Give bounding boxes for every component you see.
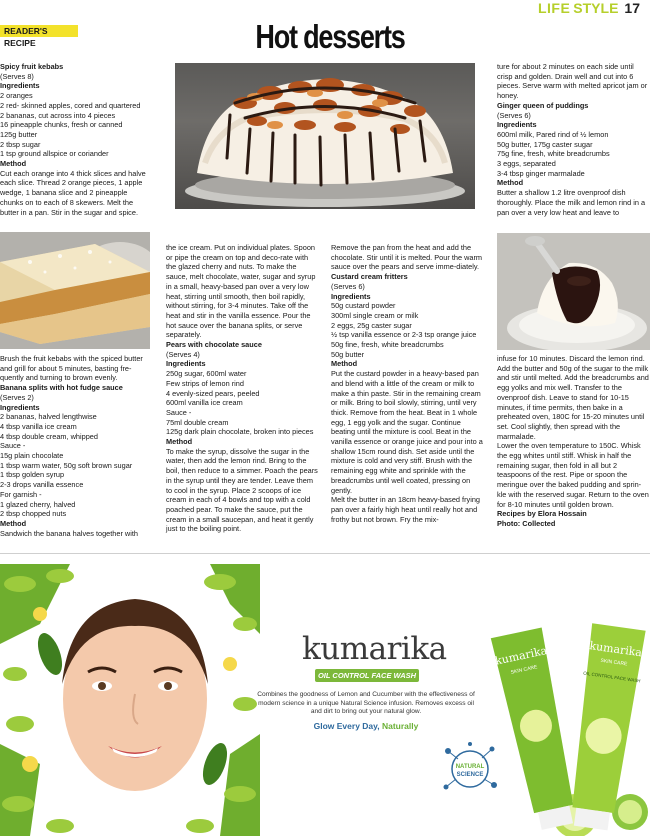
recipe-text: Lower the oven temperature to 150C. Whisk the egg whites until stiff. Whisk in half the remaining sugar, then fold in all but 2 teaspoons of the rest. Pipe or spoon the meringue over the baked pudding and sprin-kle with the reserved sugar. Return to the oven for 8-10 minutes until golden brown. bbox=[497, 441, 649, 509]
ad-divider bbox=[0, 553, 650, 554]
page-number: 17 bbox=[624, 0, 640, 16]
recipe-text: (Serves 6) bbox=[497, 110, 531, 120]
recipe-text: 1 tsp ground allspice or coriander bbox=[0, 149, 109, 159]
recipe-text: 2 red- skinned apples, cored and quartered bbox=[0, 100, 141, 110]
recipe-heading: Method bbox=[166, 437, 193, 447]
tube-left-brand: kumarika bbox=[493, 644, 549, 668]
recipe-text: Sauce - bbox=[166, 407, 192, 417]
recipe-text: Few strips of lemon rind bbox=[166, 378, 244, 388]
tube-right-label: OIL CONTROL FACE WASH bbox=[582, 670, 641, 684]
ad-tagline-accent: Naturally bbox=[381, 721, 419, 731]
recipe-text: 4 tbsp double cream, whipped bbox=[0, 431, 98, 441]
recipe-text: Sauce - bbox=[0, 441, 26, 451]
recipe-column-1-bottom bbox=[0, 354, 152, 538]
recipe-text: 125g dark plain chocolate, broken into pieces bbox=[166, 427, 314, 437]
recipe-column-3 bbox=[331, 243, 483, 524]
recipe-text: 1 tbsp golden syrup bbox=[0, 470, 65, 480]
badge-line1: NATURAL bbox=[455, 764, 485, 770]
ad-tagline bbox=[255, 721, 477, 731]
ad-tagline-main: Glow Every Day, bbox=[313, 721, 382, 731]
recipe-heading: Method bbox=[331, 359, 358, 369]
recipe-text: (Serves 6) bbox=[331, 281, 365, 291]
masthead-style: STYLE bbox=[573, 0, 619, 16]
section-masthead bbox=[538, 0, 640, 20]
recipe-heading: Method bbox=[0, 518, 27, 528]
recipe-heading: Recipes by Elora Hossain bbox=[497, 509, 587, 519]
recipe-heading: Method bbox=[0, 159, 27, 169]
recipe-column-4-bottom bbox=[497, 354, 649, 529]
recipe-text: To make the syrup, dissolve the sugar in the water, then add the lemon rind. Bring to the boil, then reduce to a simmer. Poach the pears in the syrup until they are tender. Leave them to cool in the syrup. Place 2 scoops of ice cream in each of 4 bowls and top with a cold poached pear. To make the sauce, put the cream in a small saucepan, and heat it gently just to the boiling point. bbox=[166, 446, 318, 534]
recipe-text: ture for about 2 minutes on each side until crisp and golden. Drain well and cut into 6 pieces. Serve warm with melted apricot jam or honey. bbox=[497, 62, 648, 101]
recipe-text: 2 tbsp sugar bbox=[0, 139, 41, 149]
tube-right-sub: SKIN CARE bbox=[600, 657, 628, 668]
recipe-heading: Ingredients bbox=[497, 120, 537, 130]
recipe-text: 1 tbsp warm water, 50g soft brown sugar bbox=[0, 460, 133, 470]
recipe-text: the ice cream. Put on individual plates. Spoon or pipe the cream on top and deco-rate with the glazed cherry and nuts. To make the sauce, melt chocolate, water, sugar and syrup in a small, heavy-based pan over a very low heat, stirring until smooth, then boil rapidly, without stirring, for 3-4 minutes. Take off the heat and stir in the vanilla essence. Pour the hot sauce over the banana splits, or serve separately. bbox=[166, 243, 316, 340]
recipe-text: 2 eggs, 25g caster sugar bbox=[331, 320, 412, 330]
recipe-text: 50g fine, fresh, white breadcrumbs bbox=[331, 340, 444, 350]
recipe-text: Put the custard powder in a heavy-based pan and blend with a little of the cream or milk to make a thin paste. Stir in the remaining cream or milk. Bring to boil slowly, stirring, until very thick. Remove from the heat. Beat in 1 whole egg, 1 egg yolk and the sugar. Continue beating until the mixture is cool. Beat in the vanilla essence or orange juice and pour into a shallow 15cm round dish. Set aside until the mixture is cold and very stiff. Brush with the remaining egg white and sprinkle with the breadcrumbs until well coated, pressing on gently. bbox=[331, 369, 483, 495]
tube-left-sub: SKIN CARE bbox=[510, 664, 538, 676]
recipe-text: 3-4 tbsp ginger marmalade bbox=[497, 168, 585, 178]
ad-body-copy: Combines the goodness of Lemon and Cucumber with the effectiveness of modern science in a unique Natural Science infusion. Removes excess oil and dirt to bring out your natural glow. bbox=[257, 691, 475, 716]
recipe-text: 50g butter, 175g caster sugar bbox=[497, 139, 593, 149]
recipe-text: Brush the fruit kebabs with the spiced butter and grill for about 5 minutes, basting fre-quently and turning to brown evenly. bbox=[0, 354, 143, 383]
recipe-text: 3 eggs, separated bbox=[497, 159, 556, 169]
section-tag: READER'S RECIPE bbox=[0, 25, 78, 37]
recipe-text: 2 bananas, cut across into 4 pieces bbox=[0, 110, 116, 120]
recipe-text: 2 tbsp chopped nuts bbox=[0, 509, 67, 519]
recipe-text: Butter a shallow 1.2 litre ovenproof dish thoroughly. Place the milk and lemon rind in a pan over a very low heat and leave to bbox=[497, 188, 646, 217]
recipe-text: Sandwich the banana halves together with bbox=[0, 528, 138, 538]
badge-line2: SCIENCE bbox=[456, 772, 484, 778]
recipe-text: 15g plain chocolate bbox=[0, 451, 64, 461]
recipe-text: 16 pineapple chunks, fresh or canned bbox=[0, 120, 123, 130]
recipe-column-2 bbox=[166, 243, 318, 534]
recipe-text: 4 evenly-sized pears, peeled bbox=[166, 388, 260, 398]
recipe-column-1-top bbox=[0, 62, 150, 217]
recipe-text: infuse for 10 minutes. Discard the lemon rind. Add the butter and 50g of the sugar to the milk and stir until melted. Add the breadcrumbs and egg yolks and mix well. Transfer to the ovenproof dish. Leave to stand for 10-15 minutes, if time permits, then bake in a preheated oven, 180C for 15-20 minutes until set. Cool slightly, then spread with the marmalade. bbox=[497, 354, 649, 441]
recipe-text: 50g butter bbox=[331, 349, 365, 359]
recipe-text: 50g custard powder bbox=[331, 301, 396, 311]
recipe-text: (Serves 4) bbox=[166, 349, 200, 359]
recipe-heading: Banana splits with hot fudge sauce bbox=[0, 383, 123, 393]
model-face-illustration bbox=[0, 564, 260, 836]
recipe-heading: Ginger queen of puddings bbox=[497, 100, 589, 110]
recipe-text: (Serves 8) bbox=[0, 71, 34, 81]
recipe-text: 125g butter bbox=[0, 129, 38, 139]
recipe-text: 75g fine, fresh, white breadcrumbs bbox=[497, 149, 610, 159]
recipe-text: 2 oranges bbox=[0, 91, 33, 101]
page-title: Hot desserts bbox=[255, 18, 405, 55]
fruit-pie-photo bbox=[0, 232, 150, 349]
recipe-text: 4 tbsp vanilla ice cream bbox=[0, 421, 77, 431]
recipe-text: 250g sugar, 600ml water bbox=[166, 369, 247, 379]
recipe-heading: Ingredients bbox=[0, 402, 40, 412]
recipe-heading: Custard cream fritters bbox=[331, 272, 408, 282]
recipe-text: Cut each orange into 4 thick slices and halve each slice. Thread 2 orange pieces, 1 apple wedge, 1 banana slice and 2 pineapple chunks on to each of 8 skewers. Melt the butter in a pan. Stir in the sugar and spice. bbox=[0, 168, 146, 217]
kumarika-advertisement bbox=[0, 564, 650, 836]
recipe-text: ½ tsp vanilla essence or 2-3 tsp orange juice bbox=[331, 330, 477, 340]
ad-product-ribbon: OIL CONTROL FACE WASH bbox=[315, 669, 419, 682]
recipe-heading: Spicy fruit kebabs bbox=[0, 62, 64, 71]
ad-brand-logo: kumarika bbox=[302, 631, 447, 667]
recipe-column-4-top bbox=[497, 62, 649, 217]
recipe-text: 600ml vanilla ice cream bbox=[166, 398, 243, 408]
tube-right-brand: kumarika bbox=[588, 639, 643, 660]
recipe-text: (Serves 2) bbox=[0, 392, 34, 402]
recipe-text: 2 bananas, halved lengthwise bbox=[0, 412, 97, 422]
recipe-text: 600ml milk, Pared rind of ½ lemon bbox=[497, 129, 609, 139]
face-wash-tubes-image bbox=[480, 616, 650, 836]
recipe-heading: Pears with chocolate sauce bbox=[166, 340, 262, 350]
recipe-text: 2-3 drops vanilla essence bbox=[0, 480, 84, 490]
recipe-text: 75ml double cream bbox=[166, 417, 229, 427]
recipe-text: 300ml single cream or milk bbox=[331, 310, 419, 320]
chocolate-sundae-photo bbox=[497, 233, 650, 350]
recipe-text: Melt the butter in an 18cm heavy-based frying pan over a fairly high heat until really hot and frothy but not brown. Fry the mix- bbox=[331, 495, 480, 524]
recipe-text: For garnish - bbox=[0, 489, 42, 499]
recipe-heading: Photo: Collected bbox=[497, 518, 556, 528]
recipe-text: Remove the pan from the heat and add the chocolate. Stir until it is melted. Pour the warm sauce over the pears and serve imme-diately. bbox=[331, 243, 483, 272]
recipe-text: 1 glazed cherry, halved bbox=[0, 499, 76, 509]
pavlova-photo bbox=[175, 63, 475, 209]
recipe-heading: Ingredients bbox=[0, 81, 40, 91]
recipe-heading: Ingredients bbox=[166, 359, 206, 369]
recipe-heading: Method bbox=[497, 178, 524, 188]
recipe-heading: Ingredients bbox=[331, 291, 371, 301]
masthead-life: LIFE bbox=[537, 0, 571, 16]
